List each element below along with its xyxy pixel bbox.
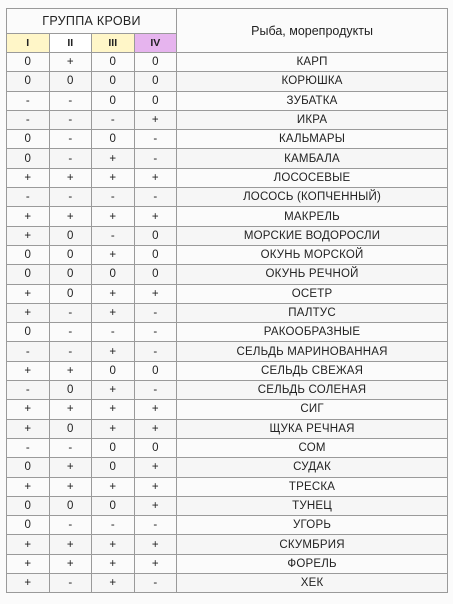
group-ii-value: - — [49, 91, 92, 110]
group-iii-value: 0 — [92, 130, 135, 149]
group-i-value: + — [7, 168, 50, 187]
group-iii-value: 0 — [92, 91, 135, 110]
group-iii-value: 0 — [92, 361, 135, 380]
table-row — [7, 303, 448, 322]
group-iv-value: + — [134, 554, 177, 573]
group-i-value: - — [7, 438, 50, 457]
group-iv-value: + — [134, 477, 177, 496]
fish-name: ТУНЕЦ — [177, 496, 448, 515]
group-iv-value: + — [134, 207, 177, 226]
group-ii-value: + — [49, 477, 92, 496]
fish-name: СКУМБРИЯ — [177, 535, 448, 554]
group-ii-value: - — [49, 130, 92, 149]
group-i-value: + — [7, 477, 50, 496]
group-iv-value: - — [134, 188, 177, 207]
group-i-value: - — [7, 110, 50, 129]
group-ii-value: + — [49, 554, 92, 573]
group-iii-value: - — [92, 188, 135, 207]
group-iii-value: + — [92, 535, 135, 554]
group-iv-value: 0 — [134, 245, 177, 264]
group-iii-value: + — [92, 168, 135, 187]
fish-name: МОРСКИЕ ВОДОРОСЛИ — [177, 226, 448, 245]
fish-name: ФОРЕЛЬ — [177, 554, 448, 573]
group-iv-value: + — [134, 458, 177, 477]
blood-type-fish-table — [6, 8, 448, 593]
group-iv-value: 0 — [134, 265, 177, 284]
table-row — [7, 381, 448, 400]
table-row — [7, 361, 448, 380]
group-i-value: + — [7, 419, 50, 438]
group-iii-value: + — [92, 245, 135, 264]
table-row — [7, 400, 448, 419]
group-i-value: + — [7, 207, 50, 226]
group-ii-value: + — [49, 400, 92, 419]
group-iv-value: 0 — [134, 226, 177, 245]
group-i-value: + — [7, 303, 50, 322]
group-iv-value: - — [134, 381, 177, 400]
group-iv-value: - — [134, 130, 177, 149]
table-body — [7, 53, 448, 593]
group-i-value: - — [7, 188, 50, 207]
group-iv-value: 0 — [134, 91, 177, 110]
blood-group-iii: III — [92, 34, 135, 53]
table-row — [7, 53, 448, 72]
fish-name: СЕЛЬДЬ МАРИНОВАННАЯ — [177, 342, 448, 361]
table-row — [7, 438, 448, 457]
group-i-value: 0 — [7, 149, 50, 168]
group-i-value: + — [7, 226, 50, 245]
group-iii-value: 0 — [92, 53, 135, 72]
group-iii-value: 0 — [92, 72, 135, 91]
group-i-value: 0 — [7, 496, 50, 515]
table-row — [7, 477, 448, 496]
group-iv-value: 0 — [134, 72, 177, 91]
fish-name: КАРП — [177, 53, 448, 72]
group-i-value: - — [7, 381, 50, 400]
group-ii-value: + — [49, 53, 92, 72]
fish-name: ОКУНЬ МОРСКОЙ — [177, 245, 448, 264]
group-i-value: 0 — [7, 265, 50, 284]
table-row — [7, 554, 448, 573]
blood-group-iv: IV — [134, 34, 177, 53]
fish-name: КОРЮШКА — [177, 72, 448, 91]
fish-name: СУДАК — [177, 458, 448, 477]
group-i-value: - — [7, 91, 50, 110]
group-ii-value: - — [49, 574, 92, 593]
fish-name: СЕЛЬДЬ СВЕЖАЯ — [177, 361, 448, 380]
group-i-value: 0 — [7, 516, 50, 535]
group-ii-value: + — [49, 458, 92, 477]
fish-name: ЛОСОСЬ (КОПЧЕННЫЙ) — [177, 188, 448, 207]
fish-name: ЩУКА РЕЧНАЯ — [177, 419, 448, 438]
table-row — [7, 130, 448, 149]
group-i-value: 0 — [7, 53, 50, 72]
group-ii-value: + — [49, 361, 92, 380]
table-row — [7, 226, 448, 245]
group-iii-value: 0 — [92, 265, 135, 284]
table-row — [7, 149, 448, 168]
group-ii-value: + — [49, 535, 92, 554]
group-i-value: + — [7, 284, 50, 303]
group-iii-value: 0 — [92, 438, 135, 457]
group-ii-value: 0 — [49, 72, 92, 91]
group-i-value: 0 — [7, 72, 50, 91]
fish-name: ХЕК — [177, 574, 448, 593]
group-iii-value: + — [92, 284, 135, 303]
group-ii-value: - — [49, 303, 92, 322]
table-row — [7, 168, 448, 187]
group-iv-value: - — [134, 516, 177, 535]
group-iii-value: 0 — [92, 458, 135, 477]
group-i-value: 0 — [7, 458, 50, 477]
group-iii-value: + — [92, 381, 135, 400]
table-row — [7, 207, 448, 226]
group-iii-value: + — [92, 574, 135, 593]
group-iv-value: - — [134, 149, 177, 168]
blood-group-i: I — [7, 34, 50, 53]
table-row — [7, 419, 448, 438]
group-ii-value: - — [49, 323, 92, 342]
fish-name: ТРЕСКА — [177, 477, 448, 496]
table-row — [7, 342, 448, 361]
fish-name: МАКРЕЛЬ — [177, 207, 448, 226]
group-ii-value: 0 — [49, 381, 92, 400]
fish-name: ИКРА — [177, 110, 448, 129]
group-iv-value: + — [134, 419, 177, 438]
fish-name: ОСЕТР — [177, 284, 448, 303]
fish-name: УГОРЬ — [177, 516, 448, 535]
fish-name: ЗУБАТКА — [177, 91, 448, 110]
group-iii-value: - — [92, 516, 135, 535]
group-iii-value: + — [92, 149, 135, 168]
group-i-value: + — [7, 554, 50, 573]
group-ii-value: - — [49, 342, 92, 361]
group-iii-value: - — [92, 110, 135, 129]
group-iv-value: 0 — [134, 361, 177, 380]
table-row — [7, 458, 448, 477]
fish-name: РАКООБРАЗНЫЕ — [177, 323, 448, 342]
group-ii-value: + — [49, 168, 92, 187]
fish-name: КАМБАЛА — [177, 149, 448, 168]
table-row — [7, 91, 448, 110]
group-iii-value: - — [92, 226, 135, 245]
group-iv-value: - — [134, 574, 177, 593]
group-i-value: 0 — [7, 130, 50, 149]
fish-name: ПАЛТУС — [177, 303, 448, 322]
group-ii-value: - — [49, 110, 92, 129]
group-ii-value: - — [49, 516, 92, 535]
group-ii-value: 0 — [49, 496, 92, 515]
group-ii-value: 0 — [49, 284, 92, 303]
fish-name: ОКУНЬ РЕЧНОЙ — [177, 265, 448, 284]
group-ii-value: - — [49, 438, 92, 457]
group-iv-value: + — [134, 284, 177, 303]
group-i-value: 0 — [7, 245, 50, 264]
table-row — [7, 110, 448, 129]
group-i-value: + — [7, 400, 50, 419]
group-iv-value: - — [134, 323, 177, 342]
table-row — [7, 323, 448, 342]
fish-name: СЕЛЬДЬ СОЛЕНАЯ — [177, 381, 448, 400]
table-row — [7, 188, 448, 207]
group-ii-value: 0 — [49, 226, 92, 245]
fish-name: СОМ — [177, 438, 448, 457]
group-iii-value: - — [92, 323, 135, 342]
group-iv-value: 0 — [134, 438, 177, 457]
group-iv-value: + — [134, 535, 177, 554]
group-iv-value: + — [134, 110, 177, 129]
group-ii-value: 0 — [49, 265, 92, 284]
table-row — [7, 284, 448, 303]
group-iii-value: + — [92, 477, 135, 496]
table-row — [7, 574, 448, 593]
group-i-value: - — [7, 342, 50, 361]
group-ii-value: - — [49, 188, 92, 207]
fish-seafood-header: Рыба, морепродукты — [177, 9, 448, 53]
table-row — [7, 265, 448, 284]
group-ii-value: - — [49, 149, 92, 168]
group-iv-value: - — [134, 342, 177, 361]
group-iv-value: + — [134, 400, 177, 419]
group-i-value: 0 — [7, 323, 50, 342]
group-i-value: + — [7, 361, 50, 380]
group-ii-value: 0 — [49, 419, 92, 438]
group-iii-value: + — [92, 303, 135, 322]
group-iii-value: + — [92, 554, 135, 573]
group-ii-value: 0 — [49, 245, 92, 264]
group-i-value: + — [7, 574, 50, 593]
blood-group-ii: II — [49, 34, 92, 53]
group-i-value: + — [7, 535, 50, 554]
group-iii-value: + — [92, 400, 135, 419]
group-iv-value: 0 — [134, 53, 177, 72]
group-iii-value: + — [92, 207, 135, 226]
fish-name: ЛОСОСЕВЫЕ — [177, 168, 448, 187]
table-header — [7, 9, 448, 53]
fish-name: КАЛЬМАРЫ — [177, 130, 448, 149]
group-iv-value: + — [134, 168, 177, 187]
group-ii-value: + — [49, 207, 92, 226]
group-iv-value: - — [134, 303, 177, 322]
table-row — [7, 496, 448, 515]
table-row — [7, 72, 448, 91]
fish-name: СИГ — [177, 400, 448, 419]
group-iii-value: + — [92, 419, 135, 438]
table-row — [7, 535, 448, 554]
group-iii-value: + — [92, 342, 135, 361]
table-row — [7, 245, 448, 264]
group-iv-value: + — [134, 496, 177, 515]
group-iii-value: 0 — [92, 496, 135, 515]
table-row — [7, 516, 448, 535]
blood-group-title: ГРУППА КРОВИ — [7, 9, 177, 34]
